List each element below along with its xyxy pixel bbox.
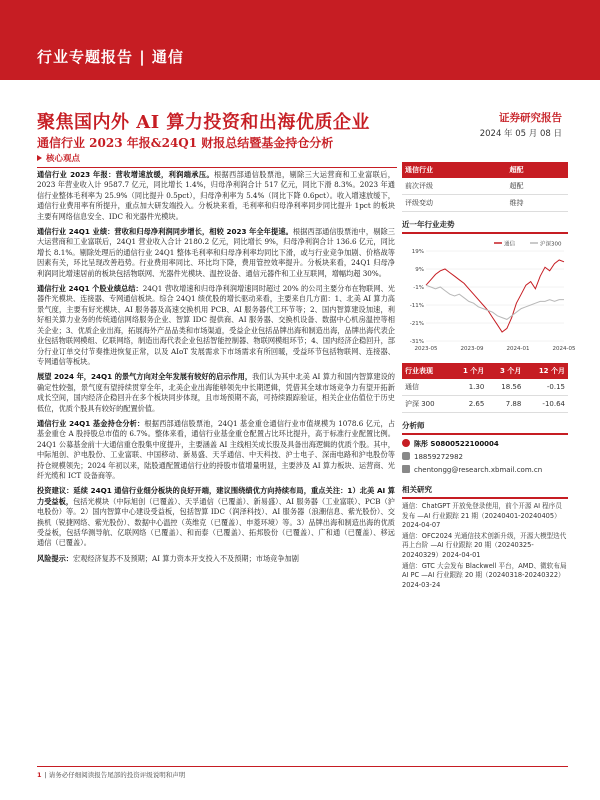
x-tick-label: 2023-05 <box>414 346 438 352</box>
footer-disclaimer: 请务必仔细阅读报告尾部的投资评级说明和声明 <box>48 771 186 779</box>
paragraph-lead: 通信行业 24Q1 基金持仓分析： <box>37 418 145 428</box>
paragraph-body: 宏观经济复苏不及预期；AI 算力资本开支投入不及预期；市场竞争加剧 <box>72 553 299 563</box>
page-number: 1 <box>37 771 42 779</box>
related-item[interactable]: 通信：OFC2024 光通信技术创新升级，开源大模型迭代再上台阶 —AI 行业跟踪 20 期（20240325-20240329）2024-04-01 <box>402 531 567 559</box>
core-paragraph <box>37 419 395 481</box>
mail-icon <box>402 465 410 473</box>
perf-chart-heading: 近一年行业走势 <box>402 219 568 234</box>
perf-chart-svg <box>402 237 576 355</box>
legend-label: 通信 <box>504 241 516 248</box>
core-paragraph <box>37 284 395 367</box>
report-subtitle: 通信行业 2023 年报&24Q1 财报总结暨基金持仓分析 <box>37 136 334 150</box>
x-tick-label: 2024-05 <box>552 346 576 352</box>
performance-head-row: 行业表现 1 个月 3 个月 12 个月 <box>402 363 568 379</box>
header-title: 行业专题报告 | 通信 <box>37 48 184 66</box>
paragraph-lead: 通信行业 24Q1 业绩：营收和归母净利润同步增长，相较 2023 年全年提速。 <box>37 227 293 237</box>
perf-chart <box>402 237 576 359</box>
rating-head-row <box>402 162 568 178</box>
paragraph-body: 包括光模块（中际旭创（已覆盖）、天孚通信（已覆盖）、新易盛）、AI 服务器（工业富联）、PCB（沪电股份）等。2）国内智算中心建设受益板，包括智算 IDC（润泽科技）、AI 服务器（浪潮信息、紫光股份）、交换机（锐捷网络、紫光股份）、数据中心温控（英维克（已覆盖）、申菱环境）等。3）品牌出海和制造出海的优质受益板，包括华测导航、亿联网络（已覆盖）、和而泰（已覆盖）、拓邦股份（已覆盖）、广和通（已覆盖）、移远通信（已覆盖）。 <box>37 496 395 548</box>
report-title: 聚焦国内外 AI 算力投资和出海优质企业 <box>37 112 370 133</box>
related-item[interactable]: 通信：ChatGPT 开放免登录使用，前个开源 AI 程序员发布 —AI 行业跟踪 21 期（20240401-20240405）2024-04-07 <box>402 502 562 530</box>
rating-value: 超配 <box>507 162 568 178</box>
paragraph-lead: 展望 2024 年，24Q1 的景气方向对全年发展有较好的启示作用， <box>37 372 253 382</box>
x-tick-label: 2023-09 <box>460 346 484 352</box>
analyst-email[interactable]: chentongg@research.xbmail.com.cn <box>414 466 543 474</box>
x-tick-label: 2024-01 <box>506 346 530 352</box>
person-icon <box>402 439 410 447</box>
core-paragraph <box>37 372 395 414</box>
rating-table <box>402 162 568 212</box>
y-tick-label: 19% <box>411 249 424 255</box>
triangle-icon <box>37 155 42 161</box>
analyst-name-line <box>402 438 568 451</box>
core-paragraph <box>37 170 395 222</box>
legend-label: 沪深300 <box>540 241 562 248</box>
paragraph-body: 我们认为其中北美 AI 算力和国内智算建设的确定性较强，景气度有望持续贯穿全年，北美企业出海能够领先中长期逻辑，凭借其全球市场竞争力有望开拓新成长空间，国内经济企稳回升在多个板块同步体现，且市场预期不高，可持续跟踪验证，相关企业估值位于历史低位，优质个股具有较好的配置价值。 <box>37 372 395 413</box>
analyst-phone: 18859272982 <box>414 453 463 461</box>
footer-divider <box>37 766 568 767</box>
related-list <box>402 502 568 590</box>
report-type: 证券研究报告 <box>499 112 562 124</box>
report-date: 2024 年 05 月 08 日 <box>479 129 562 139</box>
y-tick-label: 9% <box>415 267 424 273</box>
paragraph-body: 根据西部通信股票池，24Q1 基金重仓通信行业市值规模为 1078.6 亿元，占基金重仓 A 股持股总市值的 6.7%。整体来看，通信行业基金重仓配置占比环比提升，高于标准行业配置比例。24Q1 公募基金前十大通信重仓股集中度提升，主要涵盖 AI 主线相关成长股及具备出海逻辑的优质个股。其中，中际旭创、沪电股份、工业富联、中国移动、新易盛、天孚通信、中天科技、沪士电子、深南电路和沪电股份等持仓规模领先；2024 年初以来，陆股通配置通信行业的持股市值增量明显，主要涉及 AI 算力板块、运营商、光纤光缆和 ICT 设备商等。 <box>37 418 395 480</box>
y-tick-label: -1% <box>413 285 424 291</box>
analyst-name: 陈彤 S0800522100004 <box>414 440 499 448</box>
footer: 1 | 请务必仔细阅读报告尾部的投资评级说明和声明 <box>37 771 186 779</box>
core-paragraph <box>37 227 395 279</box>
y-tick-label: -31% <box>409 339 424 345</box>
paragraph-lead: 通信行业 24Q1 个股业绩总结： <box>37 284 143 294</box>
paragraph-body: 根据西部通信股票池，剔除三大运营商和工业富联后，2023 年营业收入计 9587.7 亿元，同比增长 1.4%，归母净利润合计 517 亿元，同比下滑 8.3%。2023 年通信行业整体毛利率为 25.9%（同比提升 0.5pct），归母净利率为 5.4%（同比下降 0.6pct）。收入增速放缓下，通信行业费用率有所提升，重点加大研发端投入。分板块来看，毛利率和归母净利率同步同比提升 1pct 的板块主要有网络信息安全、IDC 和光器件光模块。 <box>37 170 395 221</box>
core-paragraph <box>37 486 395 548</box>
y-tick-label: -21% <box>409 321 424 327</box>
phone-icon <box>402 452 410 460</box>
analyst-phone-line <box>402 451 568 464</box>
paragraph-lead: 风险提示： <box>37 553 73 563</box>
rating-row: 前次评级 超配 <box>402 178 568 195</box>
header-bar <box>0 0 600 80</box>
paragraph-lead: 投资建议：延续 24Q1 通信行业细分板块的良好开端，建议围绕绩优方向持续布局，重点关注：1）北美 AI 算力受益板， <box>37 486 395 506</box>
performance-row: 通信 1.30 18.56 -0.15 <box>402 379 568 396</box>
analyst-email-line <box>402 464 568 477</box>
analyst-heading: 分析师 <box>402 420 568 435</box>
core-heading: 核心观点 <box>37 152 397 168</box>
rating-row: 评级变动 维持 <box>402 195 568 212</box>
related-heading: 相关研究 <box>402 484 568 499</box>
core-paragraph <box>37 554 395 564</box>
core-body <box>37 170 395 569</box>
paragraph-lead: 通信行业 2023 年报：营收增速放缓，利润端承压。 <box>37 170 214 179</box>
related-item[interactable]: 通信：GTC 大会发布 Blackwell 平台，AMD、微软布局 AI PC —AI 行业跟踪 20 期（20240318-20240322）2024-03-24 <box>402 561 567 589</box>
y-tick-label: -11% <box>409 303 424 309</box>
performance-table <box>402 363 568 413</box>
performance-row: 沪深 300 2.65 7.88 -10.64 <box>402 396 568 413</box>
series-line <box>426 260 564 332</box>
paragraph-body: 24Q1 营收增速和归母净利润增速同时超过 20% 的公司主要分布在物联网、光器件光模块、连接器、专网通信板块。综合 24Q1 绩优股的增长驱动来看，主要来自几方面：1、北美 AI 算力高景气度，主要有好光模块、AI 服务器及高速交换机用 PCB、AI 服务器代工环节等；2、国内智算建设加速，利好相关算力业务的传统通信网络服务企业、智算 IDC 提供商、AI 服务器、交换机设备、数据中心机房温控等相关企业；3、优质企业出海，拓展海外产品品类和市场渠道，受益企业包括品牌出海和制造出海，品牌出海代表企业包括物联网模组、亿联网络，制造出海代表企业包括智能控制器、物联网模组环节；4、国内经济企稳回升，部分行业订单交付节奏推进恢复正常，以及 AIoT 发展需求下市场需求有所回暖，受益环节包括物联网、连接器、专网通信等板块。 <box>37 284 396 366</box>
rating-industry: 通信行业 <box>402 162 507 178</box>
analyst-info <box>402 438 568 477</box>
paragraph-body: 根据西部通信股票池中，剔除三大运营商和工业富联后，24Q1 营业收入合计 2180.2 亿元，同比增长 9%，归母净利润合计 136.6 亿元，同比增长 8.1%。剔除处理后的通信行业 24Q1 整体毛利率和归母净利率均同比下滑，或与行业竞争加剧、价格战等因素有关，环比呈现改善趋势。行业费用率同比、环比均下降，费用管控效率提升。分板块来看，24Q1 归母净利润同比增速居前的板块包括物联网、光器件光模块、温控设备、通信元器件和工业互联网，增幅均超 30%。 <box>37 227 395 278</box>
sidebar <box>402 162 576 591</box>
series-line <box>426 285 564 319</box>
